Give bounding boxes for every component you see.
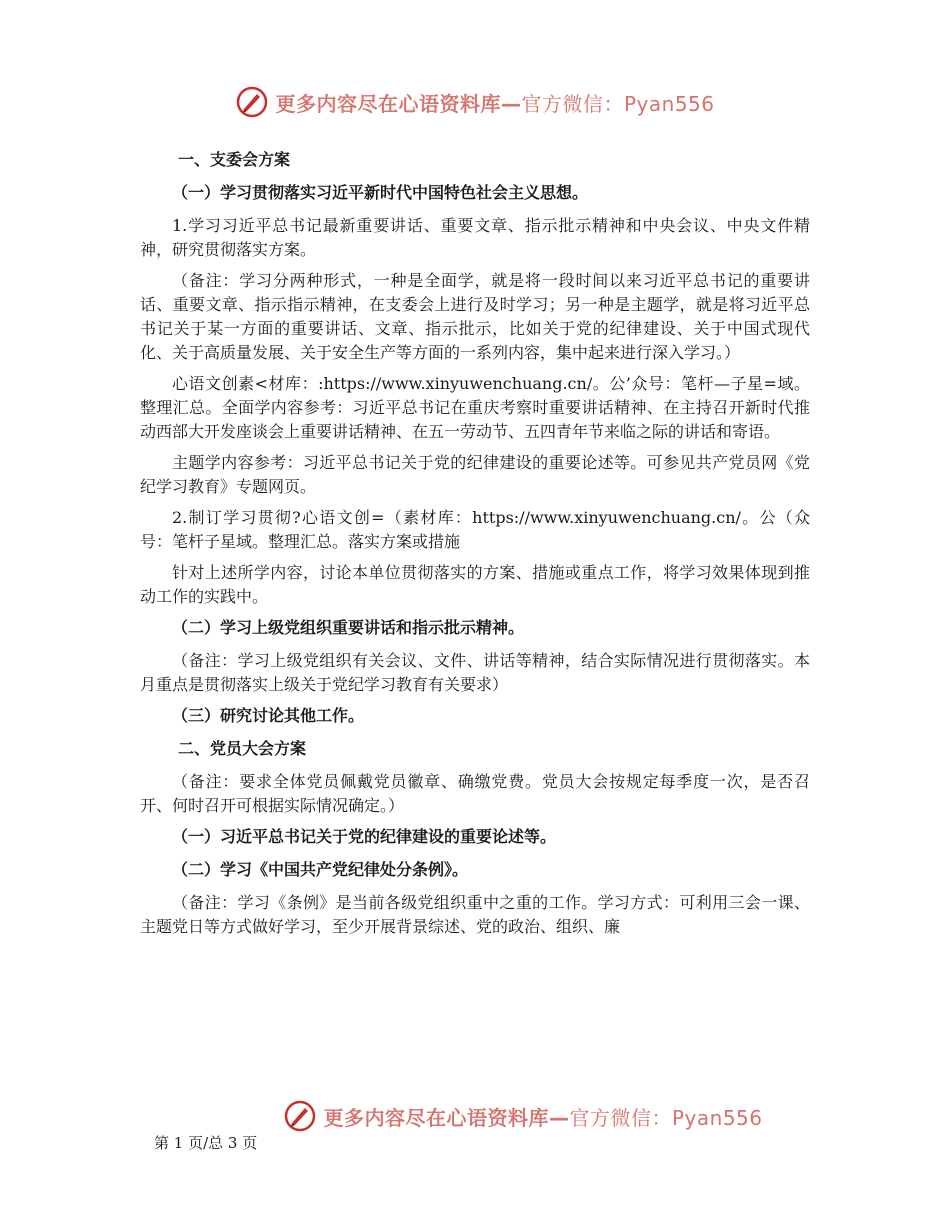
body-paragraph: （备注：学习《条例》是当前各级党组织重中之重的工作。学习方式：可利用三会一课、主题党日等方式做好学习，至少开展背景综述、党的政治、组织、廉 [140, 893, 810, 936]
section-heading: 二、党员大会方案 [178, 739, 307, 758]
banner-wechat-id: Pyan556 [671, 1105, 763, 1130]
body-paragraph: 2.制订学习贯彻?心语文创=（素材库：https://www.xinyuwenchuang.cn/。公（众号：笔杆子星域。整理汇总。落实方案或措施 [140, 508, 810, 551]
header-banner [0, 82, 950, 122]
footer-banner [0, 1096, 950, 1136]
section-heading: （一）习近平总书记关于党的纪律建设的重要论述等。 [172, 827, 557, 846]
body-paragraph: （备注：学习分两种形式，一种是全面学，就是将一段时间以来习近平总书记的重要讲话、重要文章、指示指示精神，在支委会上进行及时学习；另一种是主题学，就是将习近平总书记关于某一方面的重要讲话、文章、指示批示，比如关于党的纪律建设、关于中国式现代化、关于高质量发展、关于安全生产等方面的一系列内容，集中起来进行深入学习。） [140, 271, 810, 362]
body-paragraph: （备注：学习上级党组织有关会议、文件、讲话等精神，结合实际情况进行贯彻落实。本月重点是贯彻落实上级关于党纪学习教育有关要求） [140, 651, 810, 694]
section-heading: 一、支委会方案 [178, 150, 291, 169]
banner-wechat-id: Pyan556 [623, 91, 715, 116]
section-heading: （三）研究讨论其他工作。 [172, 706, 365, 725]
banner-dash: — [500, 91, 522, 116]
banner-official: 官方微信： [521, 91, 624, 116]
body-paragraph: 心语文创素<材库：:https://www.xinyuwenchuang.cn/。公’众号：笔杆—子星=域。整理汇总。全面学内容参考：习近平总书记在重庆考察时重要讲话精神、在主持召开新时代推动西部大开发座谈会上重要讲话精神、在五一劳动节、五四青年节来临之际的讲话和寄语。 [140, 374, 810, 441]
banner-official: 官方微信： [569, 1105, 672, 1130]
banner-text [323, 1102, 762, 1131]
body-paragraph: 针对上述所学内容，讨论本单位贯彻落实的方案、措施或重点工作，将学习效果体现到推动工作的实践中。 [140, 563, 810, 606]
pen-logo-icon [283, 1099, 317, 1133]
banner-dash: — [548, 1105, 570, 1130]
section-heading: （二）学习上级党组织重要讲话和指示批示精神。 [172, 618, 525, 637]
section-heading: （一）学习贯彻落实习近平新时代中国特色社会主义思想。 [172, 183, 589, 202]
body-paragraph: 1.学习习近平总书记最新重要讲话、重要文章、指示批示精神和中央会议、中央文件精神，研究贯彻落实方案。 [140, 216, 810, 259]
banner-title: 更多内容尽在心语资料库 [323, 1105, 549, 1130]
banner-title: 更多内容尽在心语资料库 [275, 91, 501, 116]
document-body [140, 148, 810, 946]
body-paragraph: 主题学内容参考：习近平总书记关于党的纪律建设的重要论述等。可参见共产党员网《党纪学习教育》专题网页。 [140, 453, 810, 496]
section-heading: （二）学习《中国共产党纪律处分条例》。 [172, 860, 469, 879]
page-number: 第 1 页/总 3 页 [154, 1134, 258, 1152]
body-paragraph: （备注：要求全体党员佩戴党员徽章、确缴党费。党员大会按规定每季度一次，是否召开、何时召开可根据实际情况确定。） [140, 772, 810, 815]
banner-text [275, 88, 714, 117]
pen-logo-icon [235, 85, 269, 119]
